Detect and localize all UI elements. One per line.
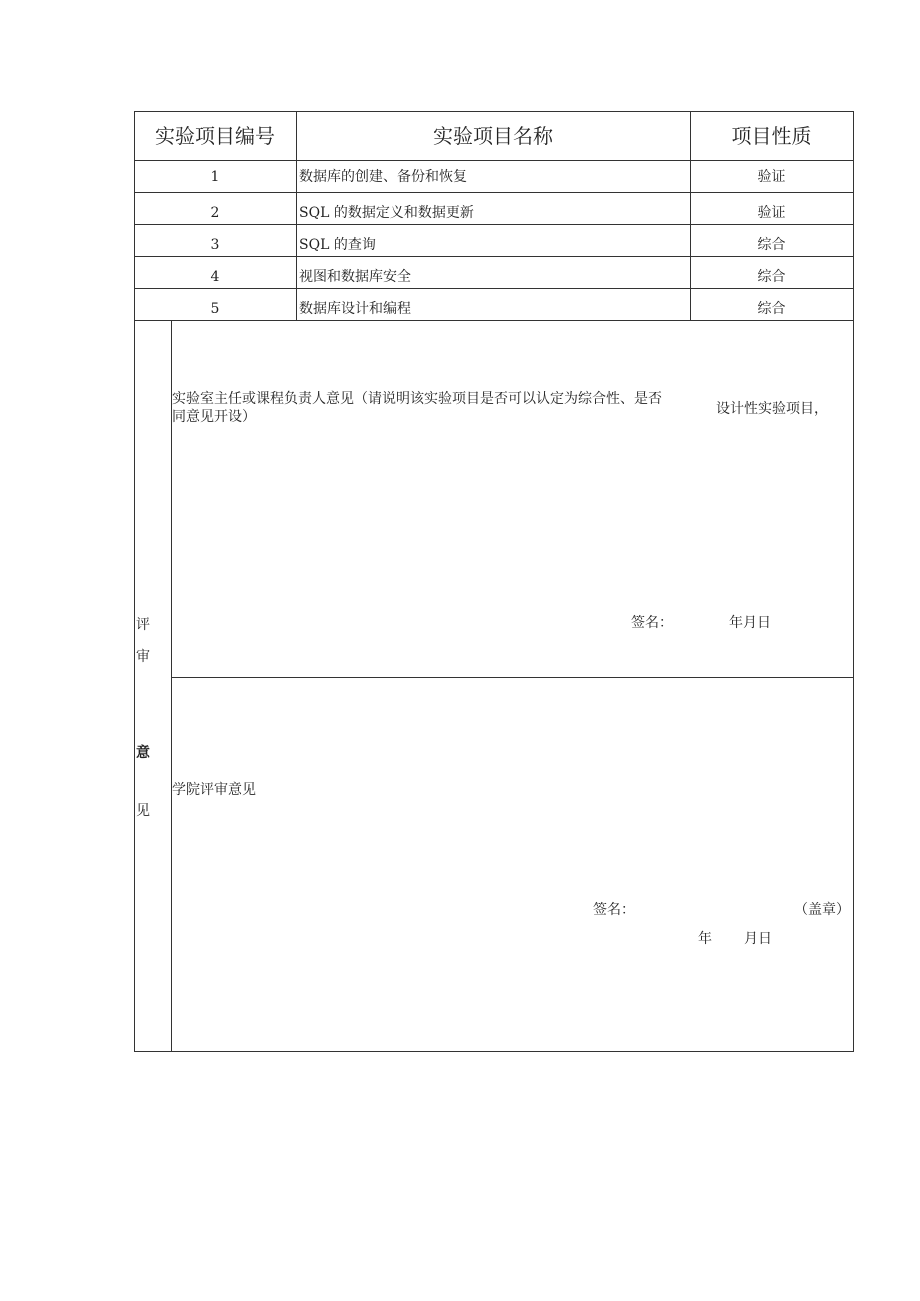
table-row-name: 数据库的创建、备份和恢复	[299, 169, 467, 185]
header-project-number: 实验项目编号	[155, 124, 275, 148]
row-divider	[134, 192, 854, 193]
review-side-label-char: 审	[136, 649, 150, 665]
review-side-label-char: 见	[136, 803, 150, 819]
college-opinion-title: 学院评审意见	[172, 782, 256, 798]
table-divider-review	[134, 320, 854, 321]
row-divider	[134, 224, 854, 225]
header-divider	[134, 160, 854, 161]
table-row-nature: 综合	[757, 269, 786, 285]
table-row-nature: 综合	[757, 301, 786, 317]
table-row-nature: 验证	[757, 205, 786, 221]
table-row-nature: 验证	[757, 169, 786, 185]
college-monthday-label: 月日	[744, 931, 772, 947]
table-row-number: 1	[210, 169, 220, 185]
review-side-label-char: 意	[136, 745, 150, 761]
lab-opinion-note-tail: 设计性实验项目，	[716, 401, 828, 417]
review-label-divider	[171, 320, 172, 1051]
table-border-bottom	[134, 1051, 854, 1052]
table-row-name: SQL 的数据定义和数据更新	[299, 205, 474, 221]
header-project-name: 实验项目名称	[433, 124, 553, 148]
table-row-name: 数据库设计和编程	[299, 301, 411, 317]
table-row-number: 4	[210, 269, 220, 285]
college-signature-label: 签名：	[593, 902, 635, 918]
college-year-label: 年	[698, 931, 712, 947]
row-divider	[134, 288, 854, 289]
table-row-number: 5	[210, 301, 220, 317]
header-project-nature: 项目性质	[731, 124, 812, 148]
table-row-nature: 综合	[757, 237, 786, 253]
table-row-name: SQL 的查询	[299, 237, 376, 253]
review-section-divider	[171, 677, 854, 678]
lab-date-label: 年月日	[729, 615, 771, 631]
lab-opinion-title: 实验室主任或课程负责人意见	[172, 391, 354, 407]
college-seal-label: （盖章）	[794, 902, 850, 918]
table-row-number: 3	[210, 237, 220, 253]
lab-opinion-line1	[172, 389, 662, 409]
table-row-number: 2	[210, 205, 220, 221]
lab-opinion-note-line2: 同意见开设）	[172, 409, 256, 425]
lab-opinion-note: （请说明该实验项目是否可以认定为综合性、是否	[354, 391, 662, 407]
table-border-right	[853, 111, 854, 1052]
table-row-name: 视图和数据库安全	[299, 269, 411, 285]
lab-signature-label: 签名：	[631, 615, 673, 631]
row-divider	[134, 256, 854, 257]
review-side-label-char: 评	[136, 617, 150, 633]
